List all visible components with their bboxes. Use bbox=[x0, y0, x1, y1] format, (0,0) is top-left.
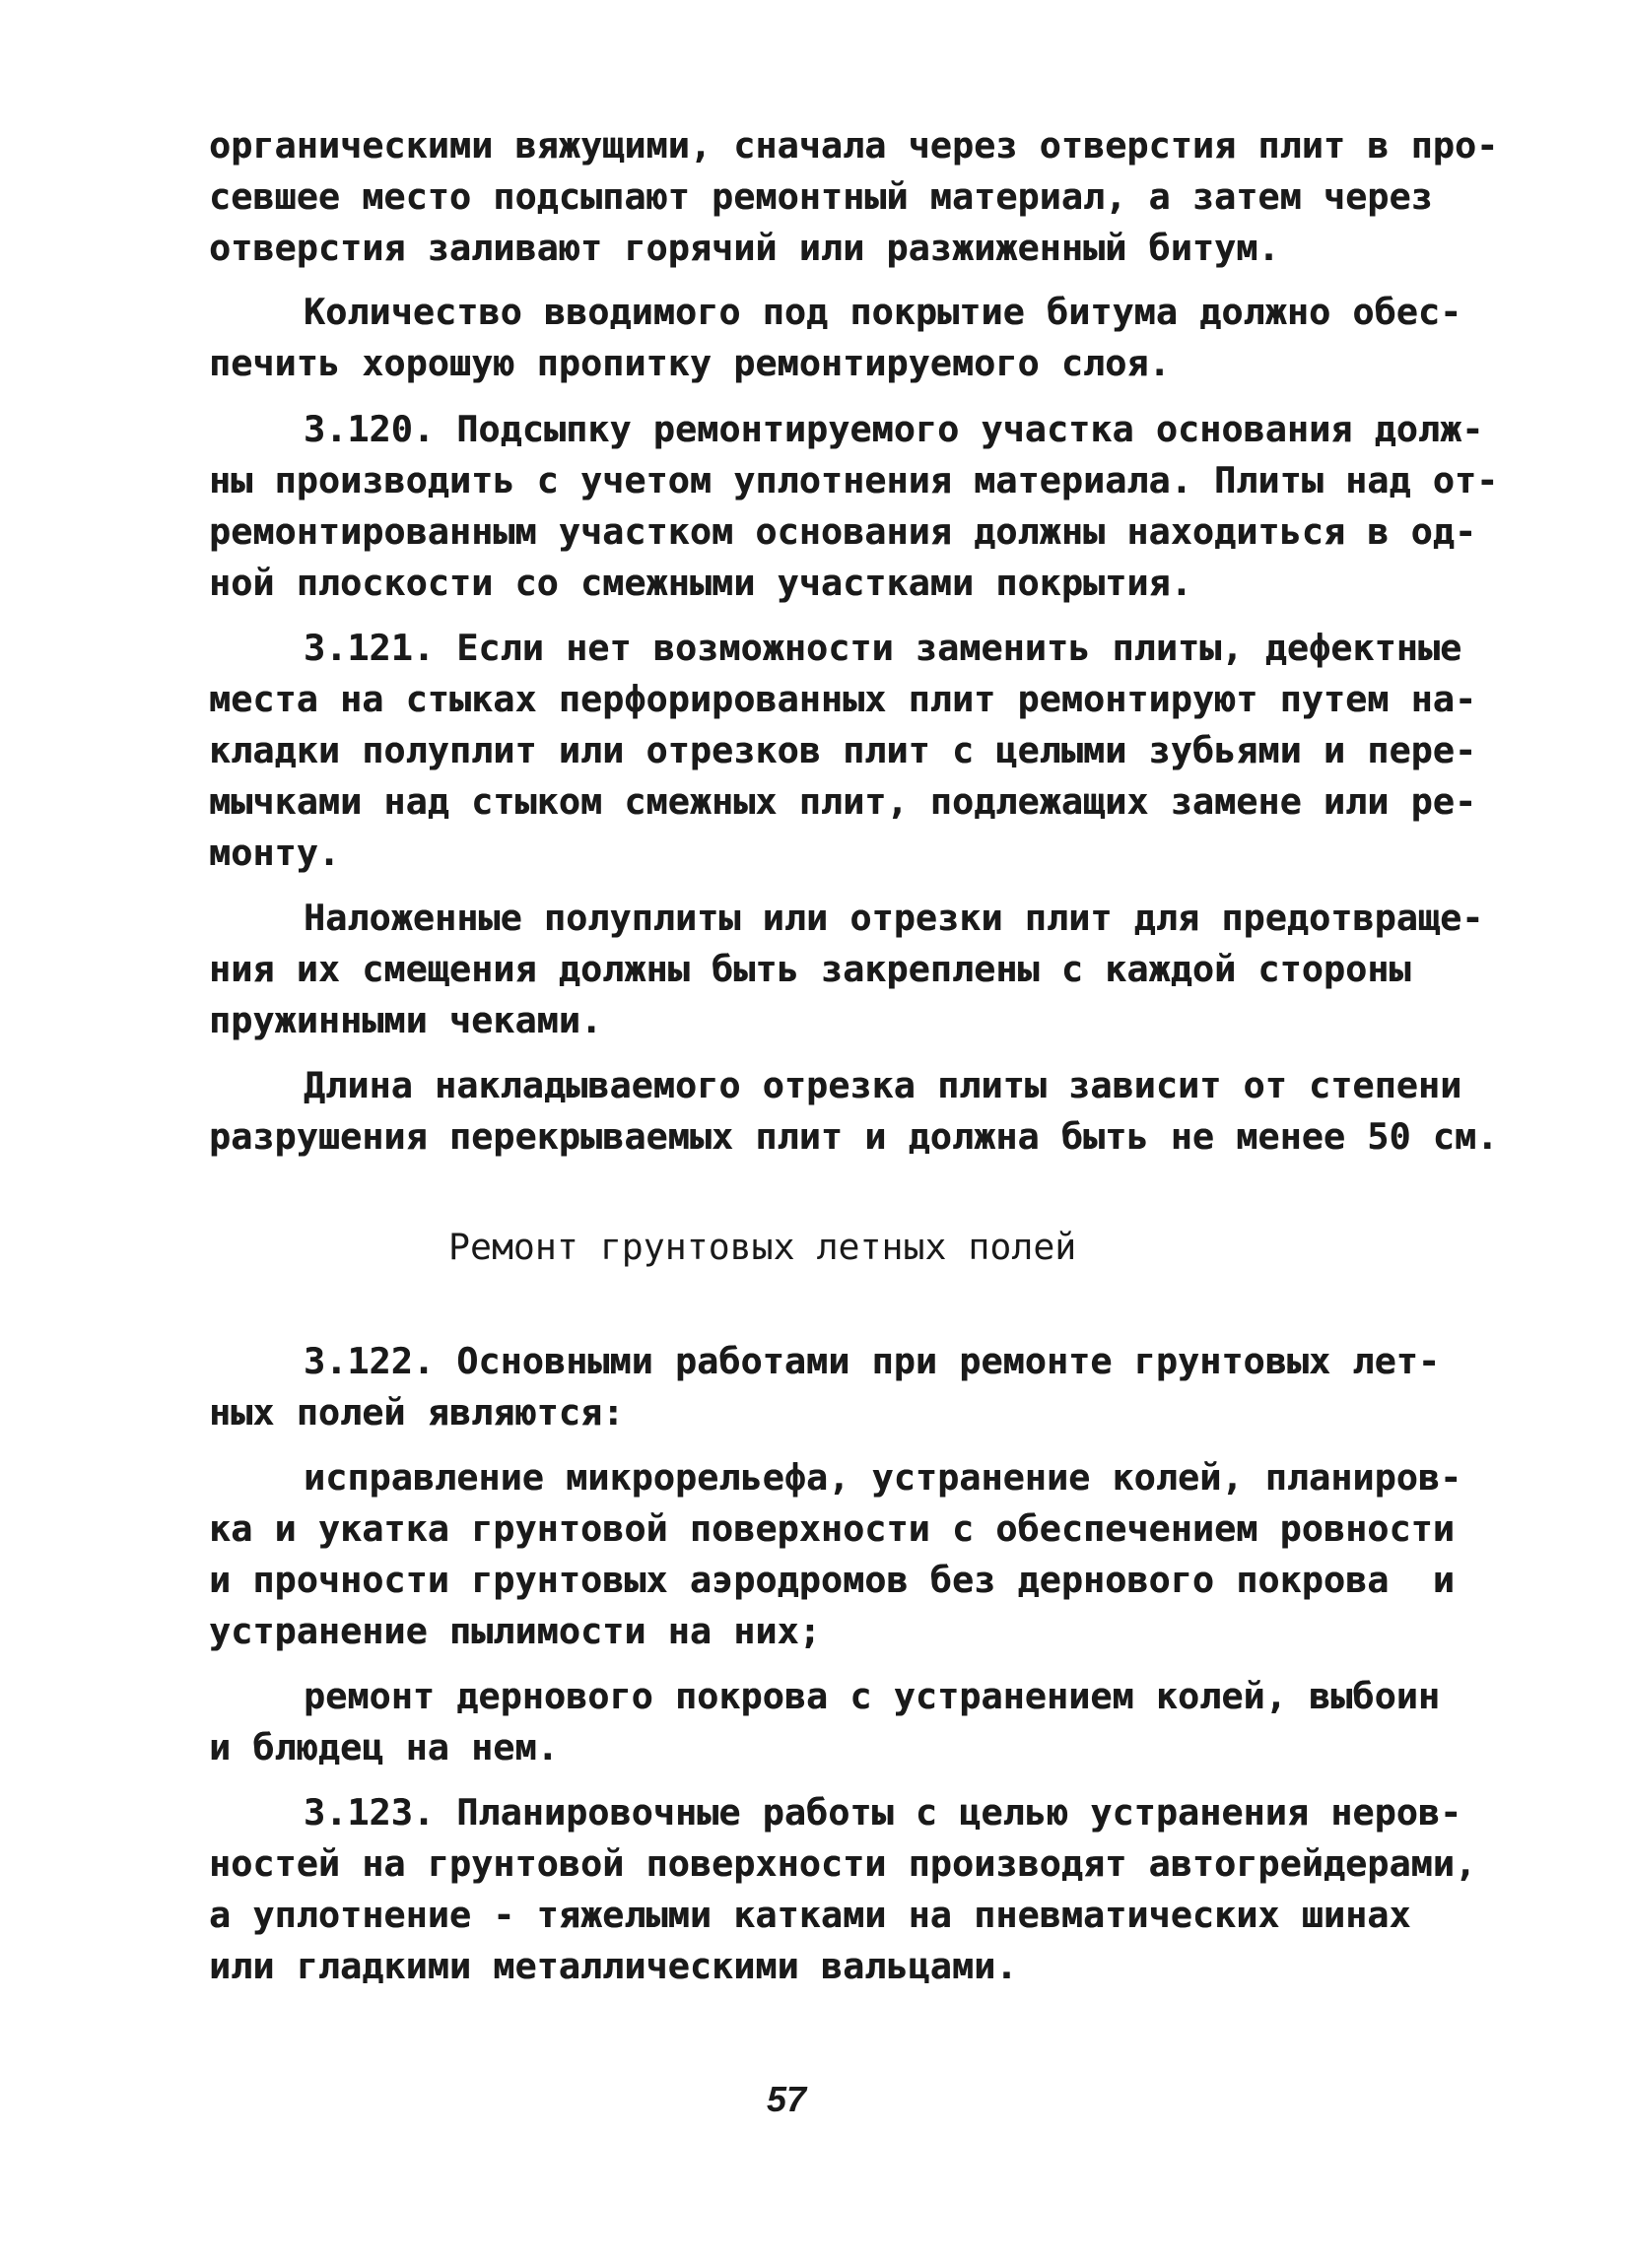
text-line: ной плоскости со смежными участками покрытия. bbox=[209, 562, 1192, 604]
text-line: Количество вводимого под покрытие битума должно обес- bbox=[304, 291, 1462, 333]
text-line: отверстия заливают горячий или разжиженный битум. bbox=[209, 227, 1280, 269]
section-heading: Ремонт грунтовых летных полей bbox=[448, 1226, 1077, 1268]
text-line: 3.121. Если нет возможности заменить плиты, дефектные bbox=[304, 627, 1462, 669]
text-line: пружинными чеками. bbox=[209, 999, 603, 1041]
text-line: исправление микрорельефа, устранение колей, планиров- bbox=[304, 1456, 1462, 1499]
text-line: ны производить с учетом уплотнения материала. Плиты над от- bbox=[209, 459, 1499, 501]
text-line: и прочности грунтовых аэродромов без дернового покрова и bbox=[209, 1559, 1455, 1601]
text-line: 3.120. Подсыпку ремонтируемого участка основания долж- bbox=[304, 408, 1484, 450]
text-line: ния их смещения должны быть закреплены с каждой стороны bbox=[209, 948, 1411, 990]
text-line: монту. bbox=[209, 832, 341, 874]
text-line: Наложенные полуплиты или отрезки плит для предотвраще- bbox=[304, 897, 1484, 939]
text-line: кладки полуплит или отрезков плит с целыми зубьями и пере- bbox=[209, 729, 1477, 771]
page-number: 57 bbox=[767, 2079, 807, 2119]
text-line: Длина накладываемого отрезка плиты зависит от степени bbox=[304, 1064, 1462, 1106]
text-line: 3.123. Планировочные работы с целью устранения неров- bbox=[304, 1791, 1462, 1834]
text-line: ка и укатка грунтовой поверхности с обеспечением ровности bbox=[209, 1507, 1455, 1550]
text-line: 3.122. Основными работами при ремонте грунтовых лет- bbox=[304, 1340, 1441, 1382]
text-line: а уплотнение - тяжелыми катками на пневматических шинах bbox=[209, 1894, 1411, 1936]
text-line: разрушения перекрываемых плит и должна быть не менее 50 см. bbox=[209, 1115, 1499, 1158]
text-line: места на стыках перфорированных плит ремонтируют путем на- bbox=[209, 678, 1477, 720]
text-line: мычками над стыком смежных плит, подлежащих замене или ре- bbox=[209, 780, 1477, 823]
text-line: и блюдец на нем. bbox=[209, 1726, 559, 1768]
text-line: печить хорошую пропитку ремонтируемого слоя. bbox=[209, 342, 1171, 384]
text-line: ностей на грунтовой поверхности производят автогрейдерами, bbox=[209, 1842, 1477, 1885]
text-line: севшее место подсыпают ремонтный материал, а затем через bbox=[209, 175, 1433, 218]
text-line: ремонт дернового покрова с устранением колей, выбоин bbox=[304, 1675, 1441, 1717]
text-line: органическими вяжущими, сначала через отверстия плит в про- bbox=[209, 124, 1499, 167]
text-line: устранение пылимости на них; bbox=[209, 1610, 821, 1652]
text-line: ных полей являются: bbox=[209, 1391, 625, 1434]
text-line: ремонтированным участком основания должны находиться в од- bbox=[209, 510, 1477, 553]
text-line: или гладкими металлическими вальцами. bbox=[209, 1945, 1018, 1987]
